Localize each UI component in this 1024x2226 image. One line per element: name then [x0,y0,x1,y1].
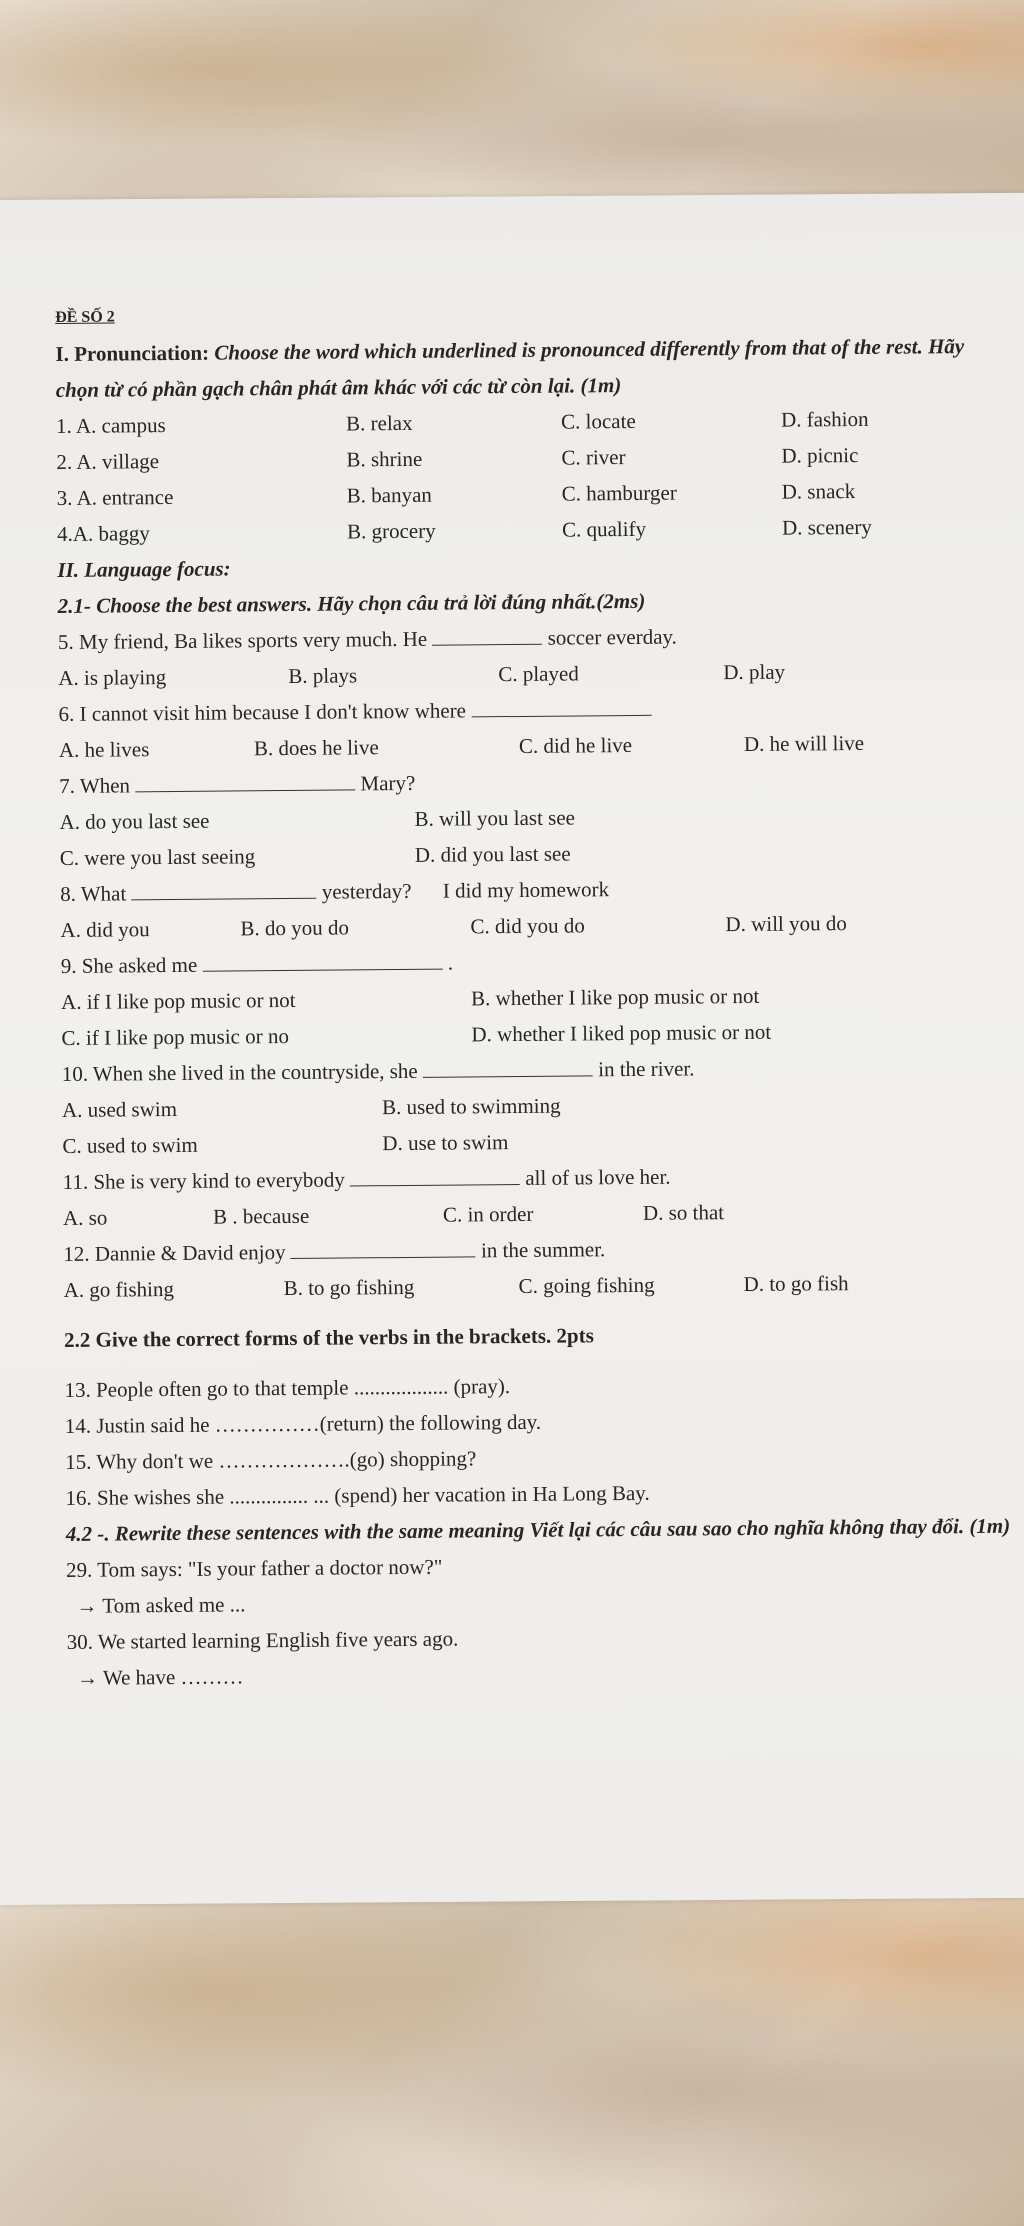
option-d: D. fashion [780,406,869,432]
option-c: C. hamburger [561,480,677,506]
option-b: B. grocery [346,518,436,544]
answer-blank [132,897,317,901]
option-b: B. banyan [346,482,432,508]
option-b: B. will you last see [414,805,576,831]
option-b: B. shrine [346,446,423,472]
question-extra: I did my homework [442,877,610,903]
option-d: D. play [723,659,786,685]
question-stem: 8. What [60,881,127,906]
option-d: D. so that [642,1200,725,1225]
question-stem: 7. When [59,773,131,798]
section-2-heading: II. Language focus: [57,556,231,582]
question-tail: in the summer. [480,1237,606,1263]
section-2-2-heading: 2.2 Give the correct forms of the verbs in the brackets. 2pts [63,1323,594,1352]
option-a: A. so [62,1205,108,1230]
answer-blank [203,968,443,972]
option-c: C. used to swim [62,1132,198,1158]
option-c: C. did he live [518,732,633,758]
option-d: D. scenery [781,514,872,540]
section-2-1-heading: 2.1- Choose the best answers. Hãy chọn câu trả lời đúng nhất.(2ms) [57,588,646,618]
question-stem: 12. Dannie & David enjoy [63,1240,286,1266]
question-stem: 9. She asked me [60,952,198,978]
answer-blank [135,788,355,792]
option-d: D. snack [781,479,856,504]
option-a: 3. A. entrance [56,484,174,510]
option-a: A. is playing [58,665,167,690]
option-b: B. does he live [253,735,379,761]
option-b: B. to go fishing [283,1274,415,1301]
option-b: B. relax [345,410,413,436]
verb-question-13: 13. People often go to that temple .................. (pray). [64,1374,511,1402]
verb-question-14: 14. Justin said he ……………(return) the following day. [64,1409,542,1438]
question-stem: 6. I cannot visit him because I don't know where [58,698,467,726]
answer-blank [423,1074,593,1077]
question-tail: Mary? [360,770,416,796]
option-d: D. he will live [743,730,865,757]
section-1-intro [55,328,1006,408]
option-b: B. do you do [240,915,350,941]
question-tail: soccer everday. [547,624,677,650]
option-b: B. plays [288,663,358,688]
option-a: 4.A. baggy [56,521,150,546]
option-a: A. used swim [61,1096,178,1122]
section-1-instruction: Choose the word which underlined is pronounced differently from that of the rest. Hãy chọn từ có phần gạch chân phát âm khác với các từ còn lại. (1m) [55,334,965,402]
option-c: C. did you do [470,913,585,939]
option-d: D. to go fish [743,1271,849,1297]
section-4-2-heading: 4.2 -. Rewrite these sentences with the same meaning Viết lại các câu sau sao cho nghĩa không thay đổi. (1m) [65,1513,1011,1546]
marble-background-bottom [0,1890,1024,2226]
answer-blank [432,643,542,646]
answer-blank [471,714,651,718]
question-tail: . [447,950,454,975]
option-c: C. were you last seeing [59,844,256,870]
option-a: A. go fishing [63,1277,174,1302]
rewrite-question-30: 30. We started learning English five years ago. [66,1626,459,1654]
exam-header: ĐỀ SỐ 2 [55,308,115,326]
option-c: C. qualify [561,516,647,542]
option-d: D. picnic [781,442,859,468]
verb-question-15: 15. Why don't we ……………….(go) shopping? [65,1446,477,1474]
option-d: D. whether I liked pop music or not [471,1019,772,1047]
rewrite-answer-29: → Tom asked me ... [76,1592,246,1618]
question-stem: 10. When she lived in the countryside, she [61,1058,418,1086]
option-d: D. will you do [725,911,847,937]
option-a: A. did you [60,917,150,942]
option-b: B . because [212,1203,310,1229]
option-a: A. if I like pop music or not [61,987,296,1014]
rewrite-question-29: 29. Tom says: "Is your father a doctor now?" [65,1554,443,1582]
exam-document [55,292,1017,1696]
option-c: C. going fishing [518,1272,655,1298]
option-c: C. locate [560,408,636,434]
verb-question-16: 16. She wishes she ............... ... (spend) her vacation in Ha Long Bay. [65,1480,650,1510]
question-stem: 11. She is very kind to everybody [62,1167,345,1194]
option-a: 1. A. campus [55,413,166,438]
option-c: C. if I like pop music or no [61,1023,290,1050]
question-tail: yesterday? [321,878,412,904]
option-b: B. used to swimming [381,1093,561,1120]
answer-blank [350,1183,520,1186]
question-stem: 5. My friend, Ba likes sports very much. He [57,626,428,654]
question-tail: in the river. [598,1056,695,1082]
option-a: A. he lives [58,737,150,762]
option-c: C. in order [442,1201,534,1227]
option-c: C. played [498,661,579,687]
option-a: 2. A. village [56,449,160,474]
option-c: C. river [561,445,626,470]
option-d: D. use to swim [382,1130,509,1156]
answer-blank [291,1255,476,1259]
option-b: B. whether I like pop music or not [471,983,760,1011]
question-tail: all of us love her. [525,1164,671,1190]
section-1-heading: I. Pronunciation: [55,340,210,366]
option-a: A. do you last see [59,808,210,834]
rewrite-answer-30: → We have ……… [76,1664,244,1690]
option-d: D. did you last see [414,841,571,867]
